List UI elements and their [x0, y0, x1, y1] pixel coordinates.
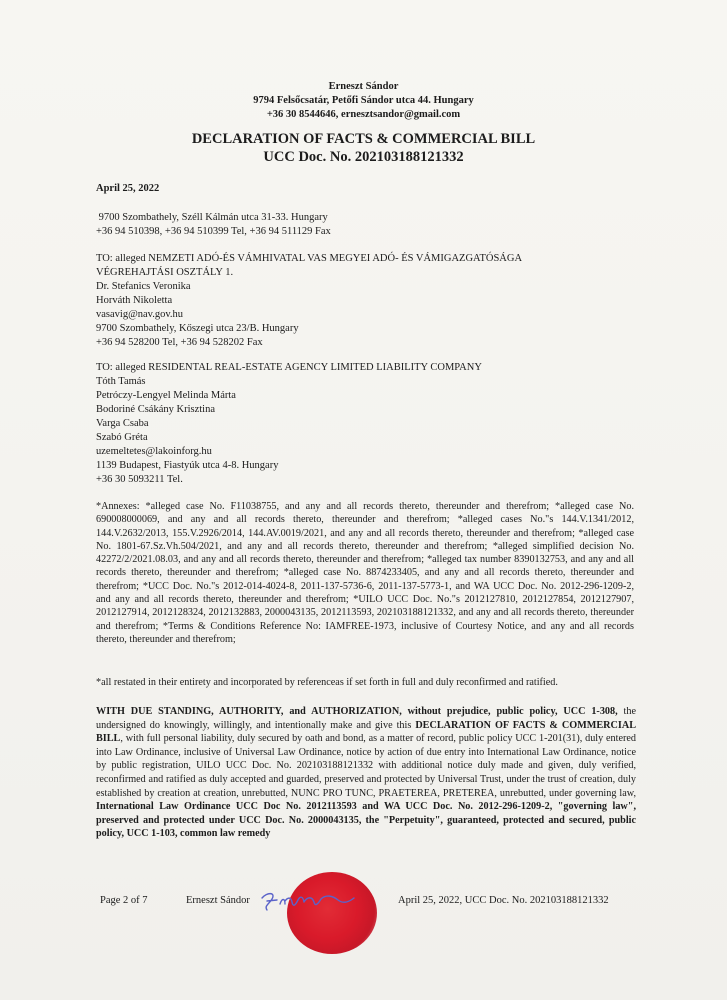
recipient-line: Tóth Tamás: [96, 376, 146, 387]
recipient-line: vasavig@nav.gov.hu: [96, 309, 184, 320]
footer-reference: April 25, 2022, UCC Doc. No. 202103188121332: [398, 895, 609, 906]
recipient-line: VÉGREHAJTÁSI OSZTÁLY 1.: [96, 267, 234, 278]
declaration-text: the undersigned do knowingly, willingly, and intentionally make and give this: [96, 706, 636, 731]
title-line-1: DECLARATION OF FACTS & COMMERCIAL BILL: [191, 131, 536, 147]
recipient-line: TO: alleged RESIDENTAL REAL-ESTATE AGENCY LIMITED LIABILITY COMPANY: [96, 362, 482, 373]
standing-clause: WITH DUE STANDING, AUTHORITY, and AUTHORIZATION, without prejudice, public policy, UCC 1-308,: [96, 706, 618, 717]
recipient-line: Bodoriné Csákány Krisztina: [96, 404, 215, 415]
sender-contact: +36 30 8544646, ernesztsandor@gmail.com: [266, 109, 461, 120]
recipient-line: +36 94 528200 Tel, +36 94 528202 Fax: [96, 337, 263, 348]
recipient-address-block-1: [96, 211, 331, 238]
recipient-block-real-estate: [96, 361, 482, 487]
footer-name: Erneszt Sándor: [186, 895, 250, 906]
title-line-2: UCC Doc. No. 202103188121332: [263, 149, 464, 165]
recipient-line: 9700 Szombathely, Kőszegi utca 23/B. Hungary: [96, 323, 299, 334]
recipient-block-tax-authority: [96, 252, 522, 350]
declaration-name: DECLARATION OF FACTS & COMMERCIAL BILL: [96, 719, 636, 745]
document-title: [0, 130, 727, 166]
letterhead: [0, 80, 727, 122]
annexes-paragraph: *Annexes: *alleged case No. F11038755, and any and all records thereto, thereunder and therefrom; *alleged case No. 690008000069, and any and all records thereto, thereunder and therefrom; *alleged cases No."s 144.V.1341/2012, 144.V.2632/2013, 155.V.2926/2014, 144.AV.0019/2021, and any and all records thereto, thereunder and therefrom; *alleged case No. 1801-67.Sz.Vh.504/2021, and any and all records thereto, thereunder and therefrom; *alleged simplified decision No. 42272/2/2021.08.03, and any and all records thereto, thereunder and therefrom; *alleged tax number 8390132753, and any and all records thereto, thereunder and therefrom; *alleged case No. 8874233405, and any and all records thereto, thereunder and therefrom; *UCC Doc. No."s 2012-014-4024-8, 2011-137-5736-6, 2011-137-5773-1, and WA UCC Doc. No. 2012-296-1209-2, and any and all records thereto, thereunder and therefrom; *UILO UCC Doc. No."s 2012127810, 2012127854, 2012127907, 2012127914, 2012128324, 2012132883, 2000043135, 2012113593, 202103188121332, and any and all records thereto, thereunder and therefrom; *Terms & Conditions Reference No: IAMFREE-1973, inclusive of Courtesy Notice, and any and all records thereto, thereunder and therefrom;: [96, 501, 634, 645]
page-number: Page 2 of 7: [100, 895, 148, 906]
document-date: April 25, 2022: [96, 183, 160, 194]
address-line: 9700 Szombathely, Széll Kálmán utca 31-33. Hungary: [96, 212, 328, 223]
sender-address: 9794 Felsőcsatár, Petőfi Sándor utca 44. Hungary: [253, 95, 474, 106]
governing-law-clause: International Law Ordinance UCC Doc No. 2012113593 and WA UCC Doc. No. 2012-296-1209-2, "governing law", preserved and protected under UCC Doc. No. 2000043135, the "Perpetuity", guaranteed, protected and secured, public policy, UCC 1-103, common law remedy: [96, 801, 636, 840]
recipient-line: Szabó Gréta: [96, 432, 148, 443]
recipient-line: 1139 Budapest, Fiastyúk utca 4-8. Hungary: [96, 460, 279, 471]
declaration-paragraph: [96, 705, 636, 841]
restated-note: *all restated in their entirety and incorporated by referenceas if set forth in full and duly reconfirmed and ratified.: [96, 677, 558, 688]
handwritten-signature: [258, 884, 358, 918]
recipient-line: Varga Csaba: [96, 418, 149, 429]
recipient-line: Petróczy-Lengyel Melinda Márta: [96, 390, 236, 401]
recipient-line: +36 30 5093211 Tel.: [96, 474, 183, 485]
recipient-line: TO: alleged NEMZETI ADÓ-ÉS VÁMHIVATAL VAS MEGYEI ADÓ- ÉS VÁMIGAZGATÓSÁGA: [96, 253, 523, 264]
address-line: +36 94 510398, +36 94 510399 Tel, +36 94 511129 Fax: [96, 225, 331, 237]
declaration-text: , with full personal liability, duly secured by oath and bond, as a matter of record, public policy UCC 1-201(31), duly entered into Law Ordinance, inclusive of Universal Law Ordinance, notice by action of due entry into International Law Ordinance, notice by public registration, UILO UCC Doc. No. 202103188121332 with additional notice duly made and given, duly verified, reconfirmed and ratified as duly accepted and guarded, preserved and protected by Universal Trust, under the trust of creation, duly established by creation at creation, unrebutted, NUNC PRO TUNC, PRAETEREA, PRETEREA, unrebutted, under governing law,: [96, 733, 636, 799]
sender-name: Erneszt Sándor: [328, 81, 399, 92]
recipient-line: Dr. Stefanics Veronika: [96, 281, 191, 292]
recipient-line: uzemeltetes@lakoinforg.hu: [96, 446, 212, 457]
recipient-line: Horváth Nikoletta: [96, 295, 173, 306]
